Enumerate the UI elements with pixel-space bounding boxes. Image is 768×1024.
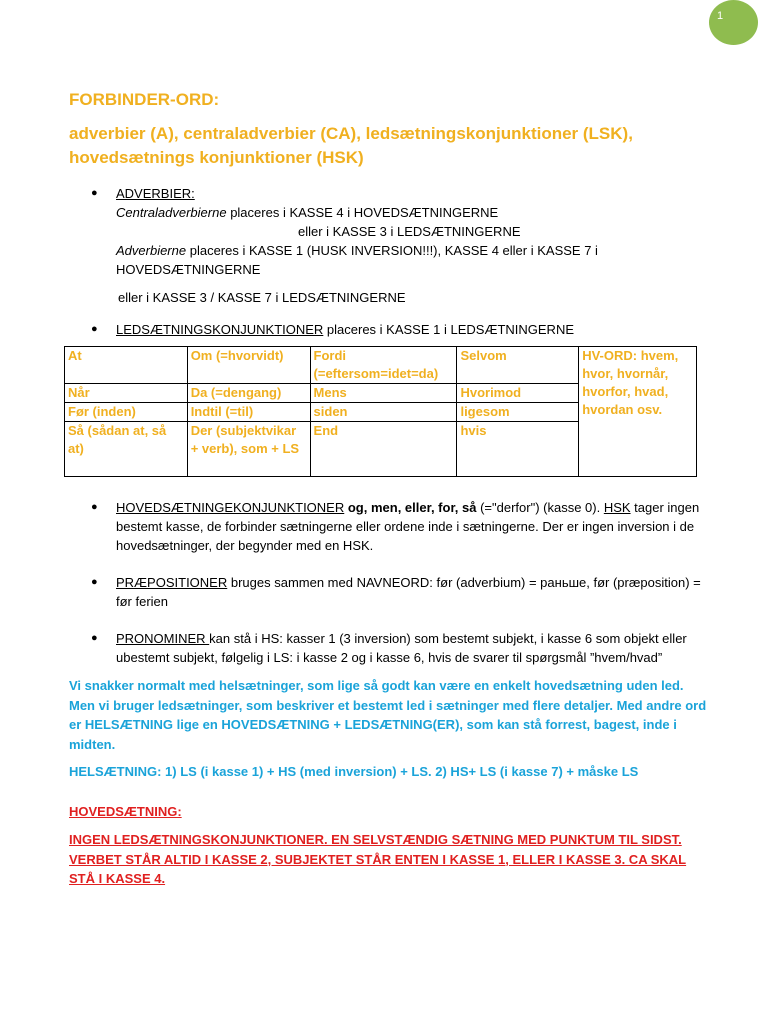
hsk-rest2: tager ingen bestemt kasse, de forbinder sætningerne eller ordene inde i sætningerne. Der er ingen inversion i de hovedsætninger, der begynder med en HSK. xyxy=(116,500,700,553)
table-cell: siden xyxy=(310,403,457,422)
hovedsaetning-paragraph: INGEN LEDSÆTNINGSKONJUNKTIONER. EN SELVSTÆNDIG SÆTNING MED PUNKTUM TIL SIDST. VERBET STÅR ALTID I KASSE 2, SUBJEKTET STÅR ENTEN I KASSE 1, ELLER I KASSE 3. CA SKAL STÅ I KASSE 4. xyxy=(69,832,687,886)
lsk-rest: placeres i KASSE 1 i LEDSÆTNINGERNE xyxy=(323,322,575,337)
praep-heading: PRÆPOSITIONER xyxy=(116,575,228,590)
bullet-dot-icon: ● xyxy=(91,501,98,513)
bullet-lsk xyxy=(69,320,709,339)
bullet-dot-icon: ● xyxy=(91,187,98,199)
table-cell: End xyxy=(310,422,457,477)
table-cell: Indtil (=til) xyxy=(187,403,310,422)
adverbier-line3-italic: Adverbierne xyxy=(116,243,187,258)
helsaetning-formula: HELSÆTNING: 1) LS (i kasse 1) + HS (med inversion) + LS. 2) HS+ LS (i kasse 7) + måske LS xyxy=(69,764,639,779)
bullet-dot-icon: ● xyxy=(91,632,98,644)
helsaetning-paragraph: Vi snakker normalt med helsætninger, som lige så godt kan være en enkelt hovedsætning uden led. Men vi bruger ledsætninger, som beskriver et bestemt led i sætninger med flere detaljer. Med andre ord er HELSÆTNING lige en HOVEDSÆTNING + LEDSÆTNING(ER), som kan stå forrest, bagest, inde i midten. xyxy=(69,678,707,752)
lsk-table-wrap xyxy=(69,346,709,477)
praep-rest: bruges sammen med NAVNEORD: før (adverbium) = раньше, før (præposition) = før ferien xyxy=(116,575,701,609)
page-title: FORBINDER-ORD: xyxy=(69,90,220,109)
table-cell: Da (=dengang) xyxy=(187,384,310,403)
bullet-hsk xyxy=(69,498,709,555)
page-number-badge xyxy=(709,0,758,45)
page-number: 1 xyxy=(717,10,724,22)
pron-rest: kan stå i HS: kasser 1 (3 inversion) som bestemt subjekt, i kasse 6 som objekt eller ubestemt subjekt, følgelig i LS: i kasse 2 og i kasse 6, hvis de svarer til spørgsmål ”hvem/hvad” xyxy=(116,631,687,665)
adverbier-line1-rest: placeres i KASSE 4 i HOVEDSÆTNINGERNE xyxy=(226,205,499,220)
adverbier-heading: ADVERBIER: xyxy=(116,186,195,201)
bullet-adverbier xyxy=(69,184,709,279)
hsk-bold: og, men, eller, for, så xyxy=(344,500,477,515)
hv-ord-cell: HV-ORD: hvem, hvor, hvornår, hvorfor, hvad, hvordan osv. xyxy=(579,347,697,477)
table-cell: Hvorimod xyxy=(457,384,579,403)
table-cell: Der (subjektvikar + verb), som + LS xyxy=(187,422,310,477)
table-cell: Mens xyxy=(310,384,457,403)
hsk-heading: HOVEDSÆTNINGEKONJUNKTIONER xyxy=(116,500,345,515)
table-cell: Så (sådan at, så at) xyxy=(65,422,188,477)
bullet-pronominer xyxy=(69,629,709,667)
adverbier-line1-italic: Centraladverbierne xyxy=(116,205,227,220)
document-body xyxy=(69,88,709,889)
table-cell: Om (=hvorvidt) xyxy=(187,347,310,384)
table-row xyxy=(65,347,697,384)
hovedsaetning-heading: HOVEDSÆTNING: xyxy=(69,803,182,819)
hsk-rest1: (="derfor") (kasse 0). xyxy=(476,500,604,515)
hsk-abbrev: HSK xyxy=(603,500,631,515)
table-cell: Selvom xyxy=(457,347,579,384)
table-cell: Når xyxy=(65,384,188,403)
bullet-praepositioner xyxy=(69,573,709,611)
adverbier-line4: eller i KASSE 3 / KASSE 7 i LEDSÆTNINGERNE xyxy=(118,290,406,305)
table-cell: hvis xyxy=(457,422,579,477)
table-cell: Før (inden) xyxy=(65,403,188,422)
table-cell: At xyxy=(65,347,188,384)
table-cell: Fordi (=eftersom=idet=da) xyxy=(310,347,457,384)
adverbier-line3-rest: placeres i KASSE 1 (HUSK INVERSION!!!), KASSE 4 eller i KASSE 7 i HOVEDSÆTNINGERNE xyxy=(116,243,598,277)
pron-heading: PRONOMINER xyxy=(116,631,210,646)
lsk-table xyxy=(64,346,697,477)
bullet-dot-icon: ● xyxy=(91,323,98,335)
lsk-heading: LEDSÆTNINGSKONJUNKTIONER xyxy=(116,322,324,337)
page-subtitle: adverbier (A), centraladverbier (CA), ledsætningskonjunktioner (LSK), hovedsætnings konjunktioner (HSK) xyxy=(69,124,633,167)
adverbier-line2: eller i KASSE 3 i LEDSÆTNINGERNE xyxy=(298,224,521,239)
table-cell: ligesom xyxy=(457,403,579,422)
bullet-dot-icon: ● xyxy=(91,576,98,588)
